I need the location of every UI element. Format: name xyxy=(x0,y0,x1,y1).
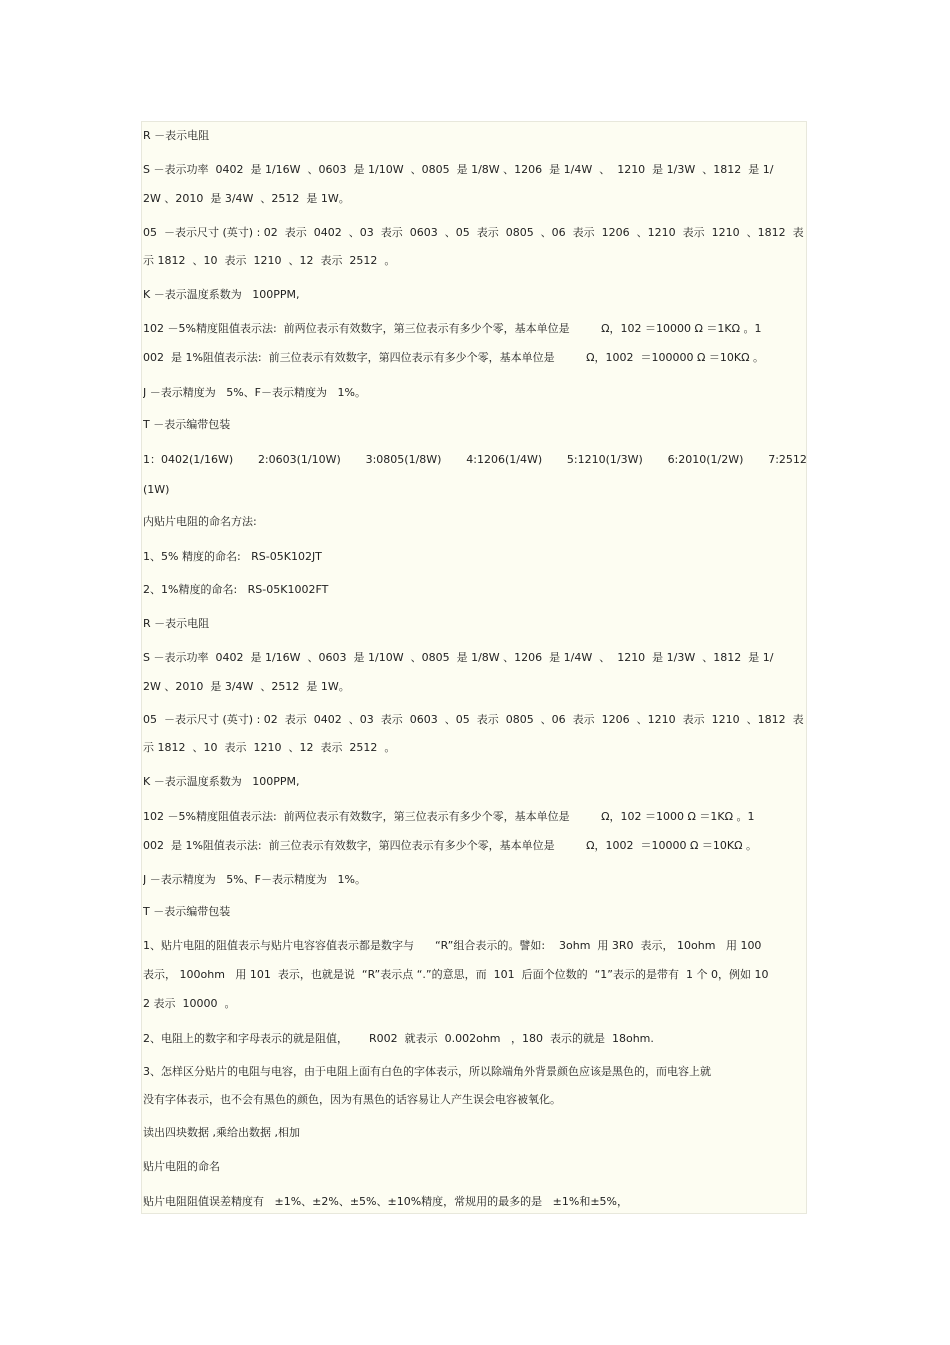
text-line: 2、电阻上的数字和字母表示的就是阻值， R002 就表示 0.002ohm ，180 表示的就是 18ohm. xyxy=(143,1032,654,1045)
text-line: 贴片电阻阻值误差精度有 ±1%、±2%、±5%、±10%精度，常规用的最多的是 ±1%和±5%， xyxy=(143,1195,628,1208)
text-line: T －表示编带包装 xyxy=(143,418,231,431)
text-line: S －表示功率 0402 是 1/16W 、0603 是 1/10W 、0805 是 1/8W 、1206 是 1/4W 、 1210 是 1/3W 、1812 是 1/ xyxy=(143,163,774,176)
package-code-item: 4:1206(1/4W) xyxy=(466,453,543,466)
package-code-item: 6:2010(1/2W) xyxy=(667,453,744,466)
text-line: 2W 、2010 是 3/4W 、2512 是 1W。 xyxy=(143,192,350,205)
text-line: R －表示电阻 xyxy=(143,617,210,630)
text-line: 1、5% 精度的命名: RS-05K102JT xyxy=(143,550,322,563)
text-line: K －表示温度系数为 100PPM, xyxy=(143,288,300,301)
text-line: 示 1812 、10 表示 1210 、12 表示 2512 。 xyxy=(143,741,396,754)
text-line: S －表示功率 0402 是 1/16W 、0603 是 1/10W 、0805 是 1/8W 、1206 是 1/4W 、 1210 是 1/3W 、1812 是 1/ xyxy=(143,651,774,664)
text-line: 2W 、2010 是 3/4W 、2512 是 1W。 xyxy=(143,680,350,693)
text-line: J －表示精度为 5%、F－表示精度为 1%。 xyxy=(143,873,366,886)
text-line: R －表示电阻 xyxy=(143,129,210,142)
package-code-item: 5:1210(1/3W) xyxy=(566,453,643,466)
package-code-item: 1：0402(1/16W) xyxy=(143,453,234,466)
text-line: 表示， 100ohm 用 101 表示，也就是说 “R”表示点 “.”的意思，而 101 后面个位数的 “1”表示的是带有 1 个 0，例如 10 xyxy=(143,968,769,981)
text-line: 102 －5%精度阻值表示法: 前两位表示有效数字，第三位表示有多少个零，基本单位是 Ω，102 ＝1000 Ω ＝1KΩ 。1 xyxy=(143,810,755,823)
document-panel xyxy=(141,121,807,1214)
text-line: 002 是 1%阻值表示法: 前三位表示有效数字，第四位表示有多少个零，基本单位是 Ω，1002 ＝100000 Ω ＝10KΩ 。 xyxy=(143,351,764,364)
package-code-item: 7:2512 xyxy=(768,453,807,466)
package-code-item: 2:0603(1/10W) xyxy=(257,453,341,466)
package-code-item: 3:0805(1/8W) xyxy=(365,453,442,466)
text-line: 没有字体表示，也不会有黑色的颜色，因为有黑色的话容易让人产生误会电容被氧化。 xyxy=(143,1093,561,1106)
text-line: 读出四块数据 ,乘给出数据 ,相加 xyxy=(143,1126,300,1139)
text-line: 内贴片电阻的命名方法: xyxy=(143,515,257,528)
text-line: 05 －表示尺寸 (英寸) : 02 表示 0402 、03 表示 0603 、05 表示 0805 、06 表示 1206 、1210 表示 1210 、1812 表 xyxy=(143,713,804,726)
text-line: 05 －表示尺寸 (英寸) : 02 表示 0402 、03 表示 0603 、05 表示 0805 、06 表示 1206 、1210 表示 1210 、1812 表 xyxy=(143,226,804,239)
package-code-list xyxy=(143,453,807,467)
text-line: 2 表示 10000 。 xyxy=(143,997,236,1010)
text-line: 002 是 1%阻值表示法: 前三位表示有效数字，第四位表示有多少个零，基本单位是 Ω，1002 ＝10000 Ω ＝10KΩ 。 xyxy=(143,839,757,852)
text-line: 示 1812 、10 表示 1210 、12 表示 2512 。 xyxy=(143,254,396,267)
text-line: (1W) xyxy=(143,483,170,496)
text-line: J －表示精度为 5%、F－表示精度为 1%。 xyxy=(143,386,366,399)
text-line: T －表示编带包装 xyxy=(143,905,231,918)
text-line: 贴片电阻的命名 xyxy=(143,1160,220,1173)
text-line: 102 －5%精度阻值表示法: 前两位表示有效数字，第三位表示有多少个零，基本单位是 Ω，102 ＝10000 Ω ＝1KΩ 。1 xyxy=(143,322,762,335)
text-line: K －表示温度系数为 100PPM, xyxy=(143,775,300,788)
text-line: 3、怎样区分贴片的电阻与电容，由于电阻上面有白色的字体表示，所以除端角外背景颜色应该是黑色的，而电容上就 xyxy=(143,1065,711,1078)
text-line: 1、贴片电阻的阻值表示与贴片电容容值表示都是数字与 “R”组合表示的。譬如: 3ohm 用 3R0 表示， 10ohm 用 100 xyxy=(143,939,762,952)
text-line: 2、1%精度的命名: RS-05K1002FT xyxy=(143,583,329,596)
